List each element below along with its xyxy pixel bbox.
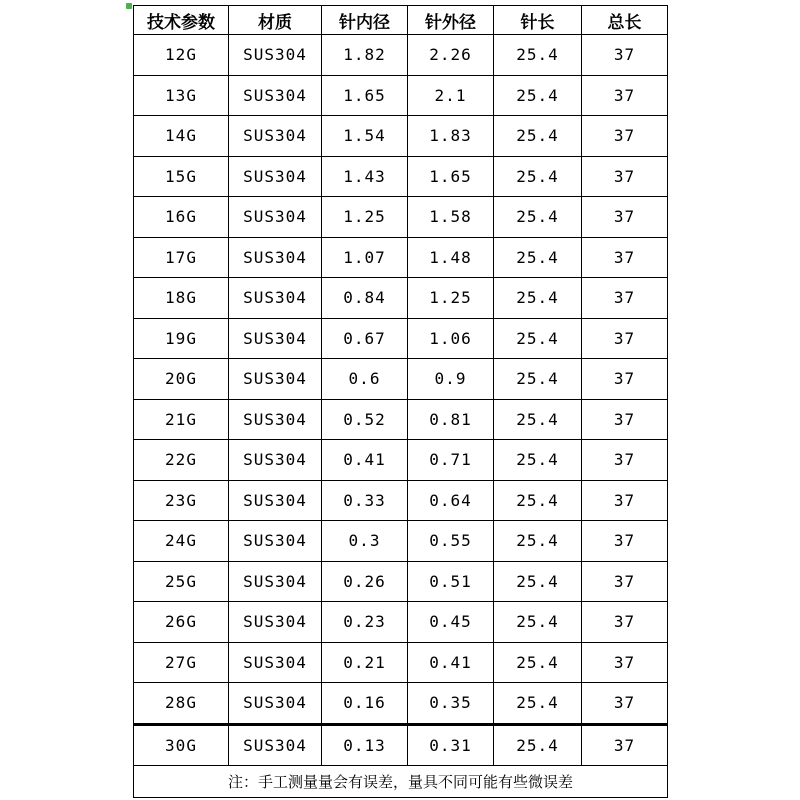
cell-material: SUS304 — [229, 724, 322, 766]
cell-outer-diameter: 0.55 — [408, 521, 494, 562]
cell-outer-diameter: 0.51 — [408, 561, 494, 602]
cell-material: SUS304 — [229, 440, 322, 481]
cell-needle-length: 25.4 — [494, 683, 582, 725]
cell-needle-length: 25.4 — [494, 440, 582, 481]
cell-total-length: 37 — [582, 237, 668, 278]
note-row — [134, 766, 668, 798]
header-cell-needle-length: 针长 — [494, 6, 582, 35]
cell-needle-length: 25.4 — [494, 156, 582, 197]
header-cell-spec: 技术参数 — [134, 6, 229, 35]
cell-inner-diameter: 1.07 — [322, 237, 408, 278]
cell-material: SUS304 — [229, 602, 322, 643]
cell-material: SUS304 — [229, 359, 322, 400]
cell-total-length: 37 — [582, 521, 668, 562]
cell-needle-length: 25.4 — [494, 724, 582, 766]
cell-inner-diameter: 1.65 — [322, 75, 408, 116]
cell-outer-diameter: 1.06 — [408, 318, 494, 359]
cell-total-length: 37 — [582, 35, 668, 76]
cell-total-length: 37 — [582, 116, 668, 157]
cell-outer-diameter: 0.45 — [408, 602, 494, 643]
cell-outer-diameter: 1.25 — [408, 278, 494, 319]
cell-needle-length: 25.4 — [494, 197, 582, 238]
cell-gauge: 16G — [134, 197, 229, 238]
cell-needle-length: 25.4 — [494, 278, 582, 319]
cell-total-length: 37 — [582, 156, 668, 197]
cell-needle-length: 25.4 — [494, 399, 582, 440]
header-cell-material: 材质 — [229, 6, 322, 35]
cell-needle-length: 25.4 — [494, 116, 582, 157]
cell-gauge: 26G — [134, 602, 229, 643]
cell-needle-length: 25.4 — [494, 521, 582, 562]
cell-material: SUS304 — [229, 237, 322, 278]
table-row — [134, 318, 668, 359]
cell-inner-diameter: 0.23 — [322, 602, 408, 643]
table-row — [134, 237, 668, 278]
cell-inner-diameter: 0.84 — [322, 278, 408, 319]
cell-gauge: 21G — [134, 399, 229, 440]
table-row — [134, 683, 668, 725]
cell-inner-diameter: 1.43 — [322, 156, 408, 197]
table-header — [134, 6, 668, 35]
cell-material: SUS304 — [229, 480, 322, 521]
cell-inner-diameter: 0.13 — [322, 724, 408, 766]
header-cell-total-length: 总长 — [582, 6, 668, 35]
cell-total-length: 37 — [582, 683, 668, 725]
cell-outer-diameter: 0.71 — [408, 440, 494, 481]
cell-inner-diameter: 0.16 — [322, 683, 408, 725]
cell-inner-diameter: 1.25 — [322, 197, 408, 238]
cell-material: SUS304 — [229, 156, 322, 197]
cell-inner-diameter: 0.21 — [322, 642, 408, 683]
cell-gauge: 24G — [134, 521, 229, 562]
cell-needle-length: 25.4 — [494, 642, 582, 683]
cell-gauge: 20G — [134, 359, 229, 400]
header-row — [134, 6, 668, 35]
cell-inner-diameter: 0.6 — [322, 359, 408, 400]
cell-inner-diameter: 1.82 — [322, 35, 408, 76]
needle-spec-table — [133, 5, 668, 798]
cell-needle-length: 25.4 — [494, 35, 582, 76]
cell-inner-diameter: 0.52 — [322, 399, 408, 440]
table-row — [134, 278, 668, 319]
table-row — [134, 602, 668, 643]
table-row — [134, 399, 668, 440]
cell-gauge: 12G — [134, 35, 229, 76]
cell-outer-diameter: 1.58 — [408, 197, 494, 238]
cell-gauge: 23G — [134, 480, 229, 521]
cell-inner-diameter: 0.67 — [322, 318, 408, 359]
table-body — [134, 35, 668, 766]
table-row — [134, 561, 668, 602]
cell-outer-diameter: 0.31 — [408, 724, 494, 766]
cell-needle-length: 25.4 — [494, 75, 582, 116]
table-row — [134, 75, 668, 116]
measurement-note: 注：手工测量量会有误差，量具不同可能有些微误差 — [134, 766, 668, 798]
cell-outer-diameter: 1.48 — [408, 237, 494, 278]
cell-material: SUS304 — [229, 318, 322, 359]
cell-needle-length: 25.4 — [494, 480, 582, 521]
table-row — [134, 359, 668, 400]
table-row — [134, 116, 668, 157]
cell-outer-diameter: 2.26 — [408, 35, 494, 76]
cell-total-length: 37 — [582, 399, 668, 440]
cell-gauge: 19G — [134, 318, 229, 359]
cell-total-length: 37 — [582, 642, 668, 683]
cell-material: SUS304 — [229, 35, 322, 76]
cell-outer-diameter: 0.35 — [408, 683, 494, 725]
cell-total-length: 37 — [582, 724, 668, 766]
cell-total-length: 37 — [582, 197, 668, 238]
table-row — [134, 521, 668, 562]
cell-total-length: 37 — [582, 75, 668, 116]
cell-inner-diameter: 1.54 — [322, 116, 408, 157]
header-cell-inner-diameter: 针内径 — [322, 6, 408, 35]
corner-marker — [126, 3, 132, 9]
cell-material: SUS304 — [229, 521, 322, 562]
table-row — [134, 440, 668, 481]
table-row — [134, 724, 668, 766]
cell-total-length: 37 — [582, 318, 668, 359]
cell-material: SUS304 — [229, 197, 322, 238]
cell-needle-length: 25.4 — [494, 318, 582, 359]
cell-needle-length: 25.4 — [494, 237, 582, 278]
cell-gauge: 17G — [134, 237, 229, 278]
header-cell-outer-diameter: 针外径 — [408, 6, 494, 35]
cell-outer-diameter: 1.83 — [408, 116, 494, 157]
cell-material: SUS304 — [229, 642, 322, 683]
cell-needle-length: 25.4 — [494, 561, 582, 602]
cell-outer-diameter: 1.65 — [408, 156, 494, 197]
cell-total-length: 37 — [582, 278, 668, 319]
table-row — [134, 197, 668, 238]
cell-outer-diameter: 0.9 — [408, 359, 494, 400]
cell-gauge: 14G — [134, 116, 229, 157]
cell-material: SUS304 — [229, 278, 322, 319]
table-row — [134, 642, 668, 683]
cell-total-length: 37 — [582, 480, 668, 521]
cell-material: SUS304 — [229, 683, 322, 725]
cell-total-length: 37 — [582, 359, 668, 400]
cell-outer-diameter: 0.64 — [408, 480, 494, 521]
table-row — [134, 156, 668, 197]
cell-gauge: 13G — [134, 75, 229, 116]
cell-needle-length: 25.4 — [494, 602, 582, 643]
cell-outer-diameter: 0.81 — [408, 399, 494, 440]
cell-material: SUS304 — [229, 75, 322, 116]
cell-gauge: 18G — [134, 278, 229, 319]
table-footer — [134, 766, 668, 798]
cell-gauge: 15G — [134, 156, 229, 197]
table-row — [134, 35, 668, 76]
table-row — [134, 480, 668, 521]
cell-material: SUS304 — [229, 561, 322, 602]
cell-total-length: 37 — [582, 440, 668, 481]
cell-total-length: 37 — [582, 602, 668, 643]
cell-gauge: 25G — [134, 561, 229, 602]
cell-needle-length: 25.4 — [494, 359, 582, 400]
cell-outer-diameter: 0.41 — [408, 642, 494, 683]
cell-outer-diameter: 2.1 — [408, 75, 494, 116]
cell-inner-diameter: 0.26 — [322, 561, 408, 602]
cell-gauge: 28G — [134, 683, 229, 725]
cell-material: SUS304 — [229, 399, 322, 440]
cell-inner-diameter: 0.3 — [322, 521, 408, 562]
cell-gauge: 22G — [134, 440, 229, 481]
cell-total-length: 37 — [582, 561, 668, 602]
cell-material: SUS304 — [229, 116, 322, 157]
cell-gauge: 27G — [134, 642, 229, 683]
cell-inner-diameter: 0.41 — [322, 440, 408, 481]
cell-inner-diameter: 0.33 — [322, 480, 408, 521]
cell-gauge: 30G — [134, 724, 229, 766]
